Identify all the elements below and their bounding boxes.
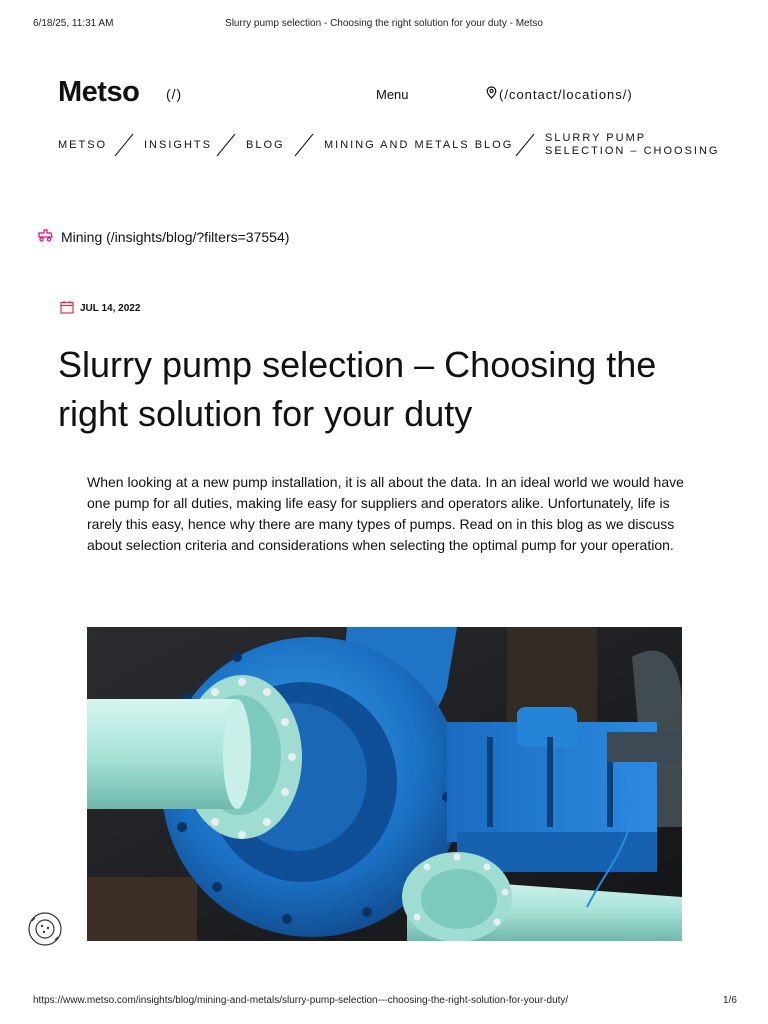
metso-logo[interactable]: Metso bbox=[58, 76, 140, 108]
menu-button[interactable]: Menu bbox=[376, 87, 409, 102]
post-date bbox=[60, 300, 140, 317]
category-label: Mining (/insights/blog/?filters=37554) bbox=[61, 229, 290, 245]
mining-truck-icon bbox=[38, 229, 53, 245]
breadcrumb-current-line2: SELECTION – CHOOSING bbox=[545, 145, 720, 157]
breadcrumb-item-insights[interactable]: INSIGHTS bbox=[144, 139, 212, 151]
breadcrumb-separator bbox=[215, 132, 237, 158]
print-header-datetime: 6/18/25, 11:31 AM bbox=[33, 18, 114, 29]
print-footer-url: https://www.metso.com/insights/blog/mining-and-metals/slurry-pump-selection---choosing-the-right-solution-for-your-duty/ bbox=[33, 995, 569, 1006]
logo-link-url: (/) bbox=[166, 86, 183, 102]
breadcrumb-separator bbox=[113, 132, 135, 158]
locations-link-label: (/contact/locations/) bbox=[499, 86, 633, 102]
category-tag-mining[interactable] bbox=[38, 229, 289, 245]
print-footer-page: 1/6 bbox=[723, 995, 737, 1006]
calendar-icon bbox=[60, 300, 74, 317]
intro-paragraph: When looking at a new pump installation, it is all about the data. In an ideal world we would have one pump for all duties, making life easy for suppliers and operators alike. Unfortunately, life is rarely this easy, hence why there are many types of pumps. Read on in this blog as we discuss about selection criteria and considerations when selecting the optimal pump for your operation. bbox=[87, 474, 684, 553]
breadcrumb-separator bbox=[514, 132, 536, 158]
breadcrumb-separator bbox=[293, 132, 315, 158]
cookie-icon bbox=[27, 934, 63, 951]
breadcrumb-item-metso[interactable]: METSO bbox=[58, 139, 108, 151]
breadcrumb-item-current bbox=[545, 132, 719, 158]
locations-link[interactable] bbox=[486, 86, 633, 102]
page-title: Slurry pump selection – Choosing the right solution for your duty bbox=[58, 344, 657, 434]
breadcrumb-item-mining-and-metals-blog[interactable]: MINING AND METALS BLOG bbox=[324, 139, 514, 151]
hero-image-slurry-pump bbox=[87, 627, 682, 941]
cookie-settings-button[interactable] bbox=[27, 911, 63, 947]
breadcrumb-current-line1: SLURRY PUMP bbox=[545, 132, 647, 144]
breadcrumb-item-blog[interactable]: BLOG bbox=[246, 139, 285, 151]
post-date-text: JUL 14, 2022 bbox=[80, 303, 141, 314]
location-pin-icon bbox=[486, 86, 497, 102]
print-header-title: Slurry pump selection - Choosing the right solution for your duty - Metso bbox=[225, 18, 543, 29]
